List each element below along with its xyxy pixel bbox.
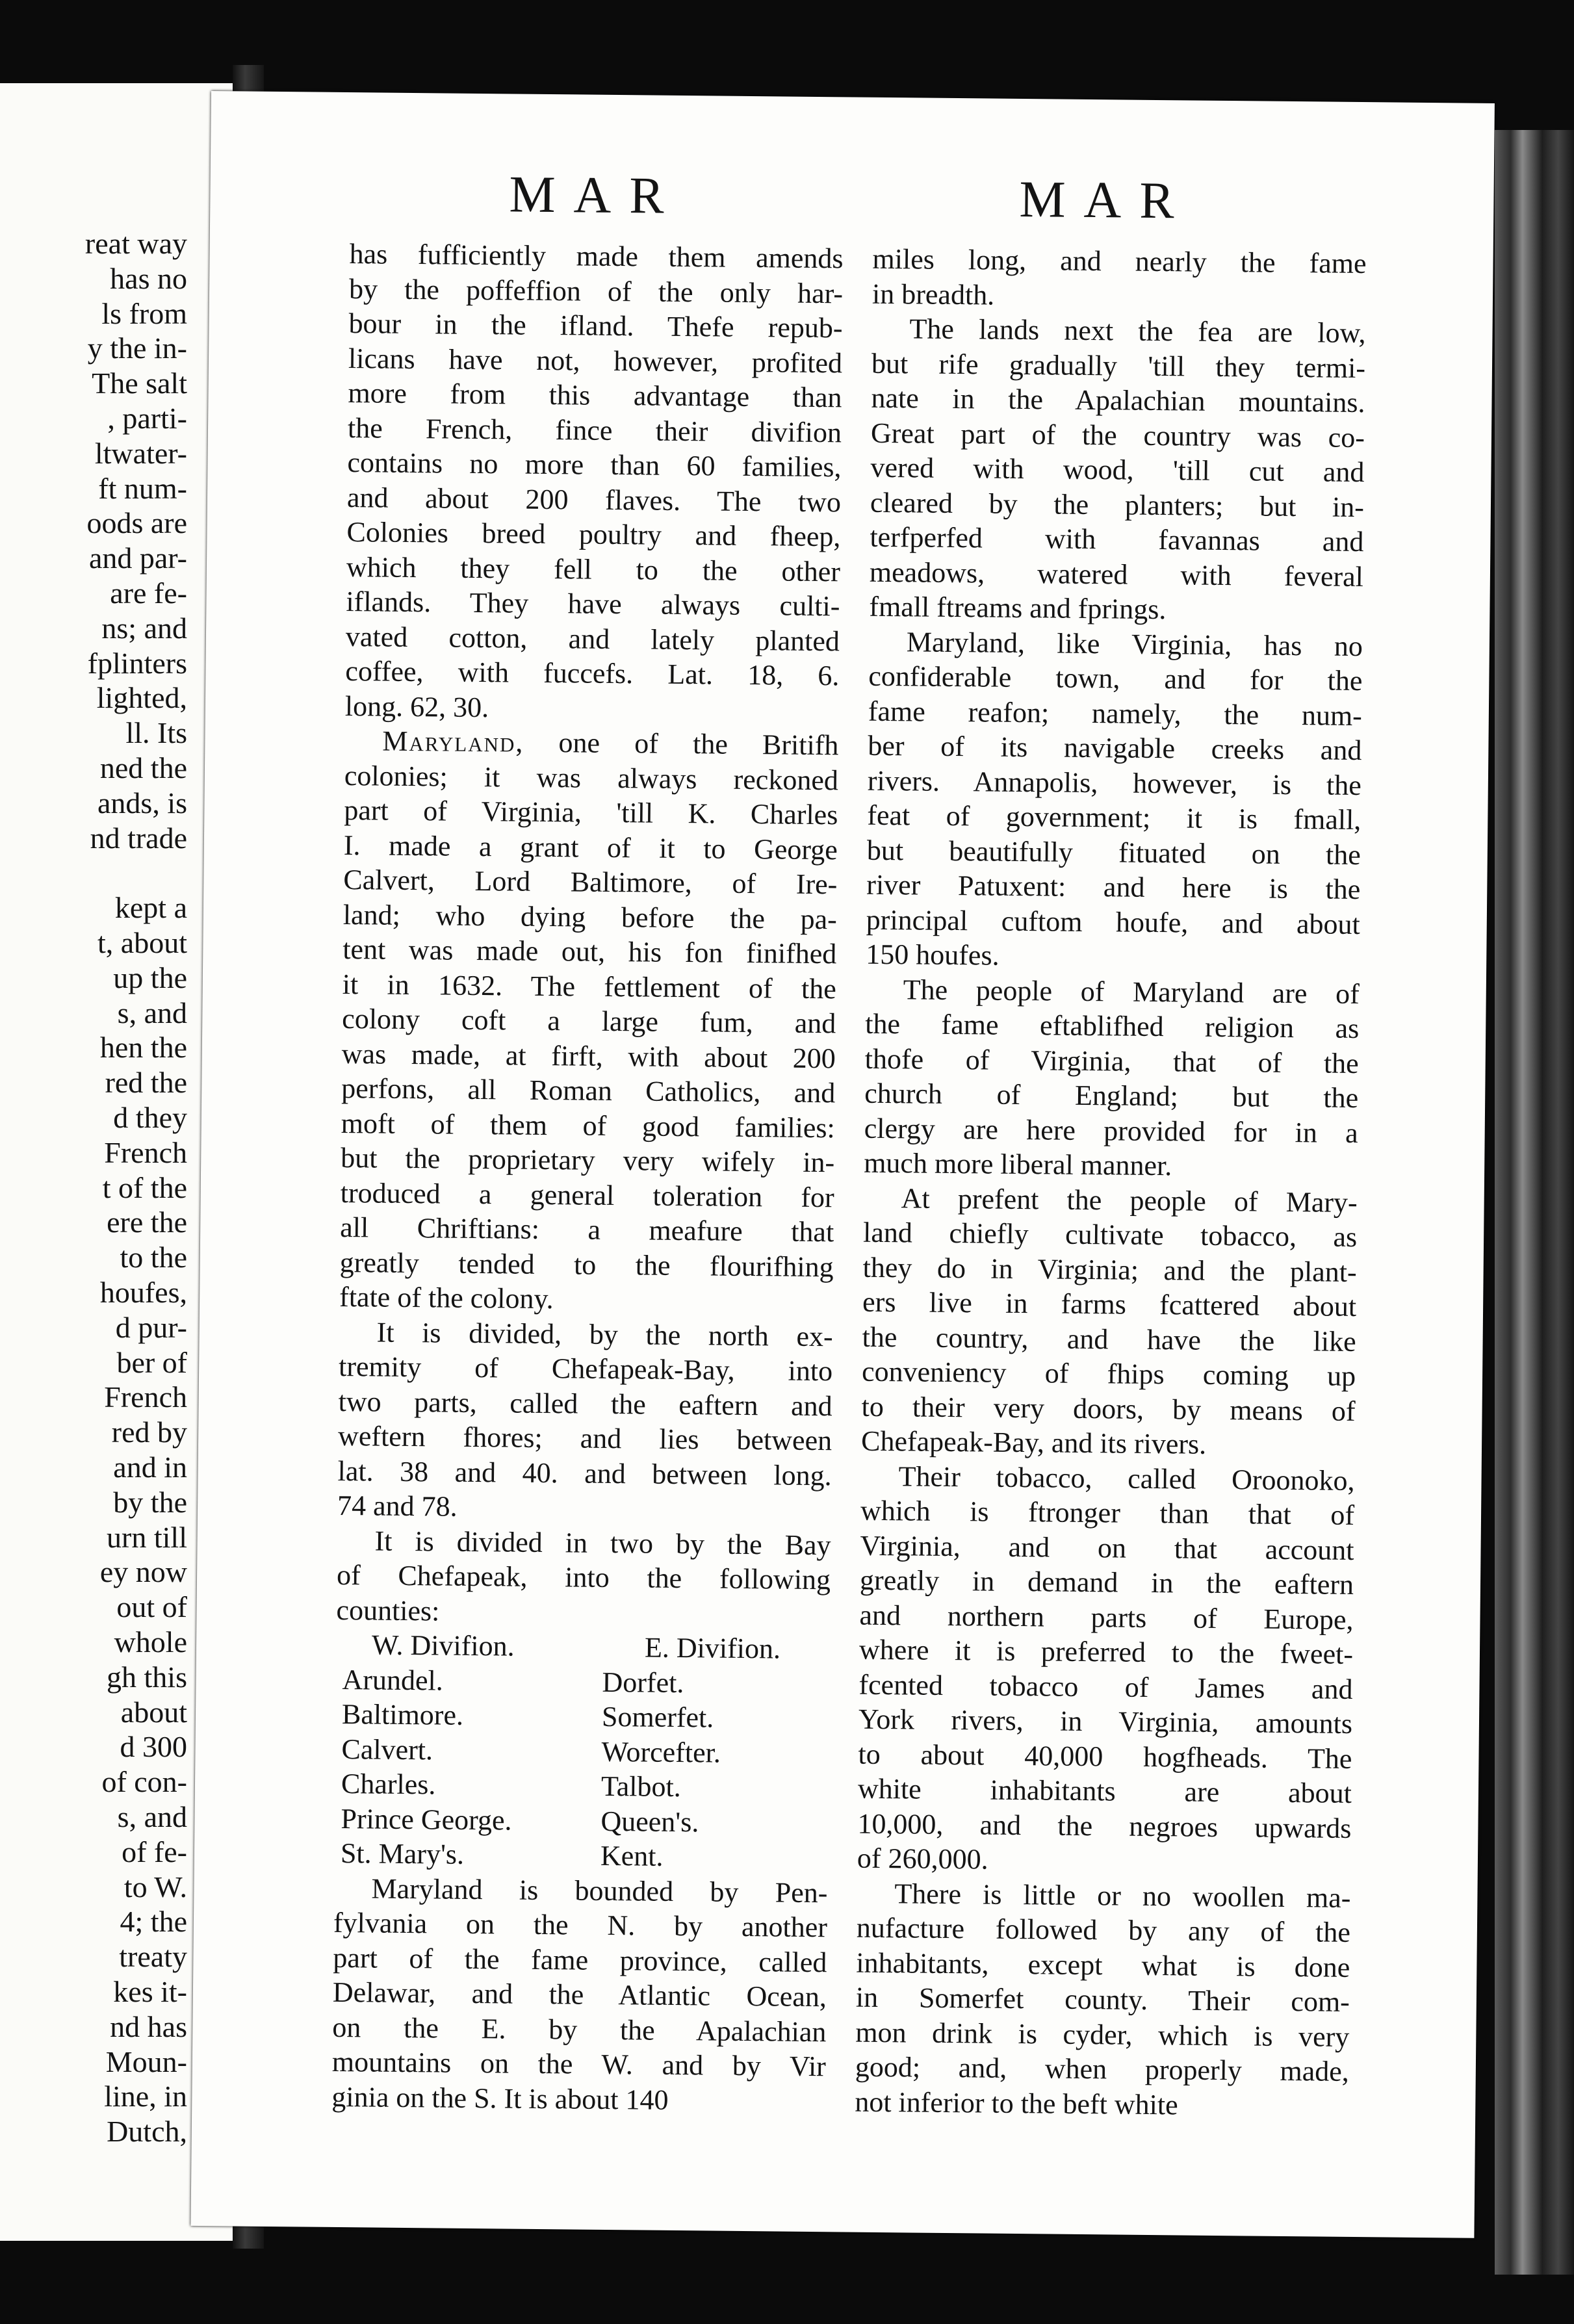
left-page-fragment: French [104,1135,187,1169]
county-row [335,1697,829,1737]
paragraph-antigua-continued [345,237,844,728]
left-page-fragment: ned the [99,751,187,784]
text-line: Maryland is bounded by Pen- [371,1872,828,1909]
text-line: terfperfed with favannas and [870,521,1364,558]
text-line: fylvania on the N. by another [333,1906,828,1944]
left-page-fragment: Dutch, [107,2115,187,2149]
text-line: tent was made out, his fon finifhed [342,933,837,970]
left-page-fragment: ltwater- [94,436,187,470]
text-line: in breadth. [871,278,995,311]
left-page-fragment: red the [105,1066,187,1100]
text-line: by the poffeffion of the only har- [348,272,844,309]
text-line: colonies; it was always reckoned [344,759,839,796]
text-line: tremity of Chefapeak-Bay, into [338,1350,833,1388]
text-line: the French, fince their divifion [347,411,842,448]
paragraph-dimensions [872,242,1367,316]
text-line: of 260,000. [857,1842,988,1876]
left-page-fragment: of con- [101,1765,187,1799]
text-line: Chefapeak-Bay, and its rivers. [860,1425,1207,1460]
left-page-fragment: treaty [119,1940,187,1974]
text-line: long. 62, 30. [344,690,489,723]
text-line: 74 and 78. [337,1489,458,1523]
page-edges [1495,130,1574,2275]
left-page-fragment: gh this [107,1660,187,1694]
left-page-fragment: lighted, [96,681,187,715]
text-line: inhabitants, except what is done [856,1946,1350,1983]
left-page-fragment: has no [110,261,187,295]
text-line: they do in Virginia; and the plant- [862,1251,1357,1288]
left-page-fragment: ns; and [101,611,187,645]
text-line: Their tobacco, called Oroonoko, [898,1460,1355,1497]
paragraph-oroonoko [857,1458,1355,1880]
text-line: miles long, and nearly the fame [872,242,1367,280]
text-line: contains no more than 60 families, [347,446,842,484]
text-line: 150 houfes. [866,938,1000,972]
left-page-fragment: The salt [92,367,187,400]
text-line: which they fell to the other [346,550,841,587]
right-page [190,91,1494,2238]
left-page-fragment: whole [114,1625,187,1659]
text-line: land chiefly cultivate tobacco, as [862,1216,1358,1254]
west-county: Calvert. [341,1733,433,1766]
text-line: Colonies breed poultry and fheep, [346,516,841,553]
left-page-fragment: to the [120,1241,187,1274]
text-line: on the E. by the Apalachian [332,2011,827,2048]
text-line: counties: [336,1594,440,1627]
text-line: greatly in demand in the eaftern [859,1564,1354,1601]
text-line: ginia on the S. It is about 140 [331,2080,669,2116]
west-county: Prince George. [341,1802,512,1837]
text-line: Maryland, like Virginia, has no [906,625,1363,662]
text-line: It is divided, by the north ex- [376,1316,833,1352]
left-page-fragment: out of [116,1590,187,1624]
left-page-fragment: fplinters [87,646,187,680]
east-county: Talbot. [600,1770,682,1803]
text-line: lat. 38 and 40. and between long. [337,1454,832,1491]
left-page-fragment: d they [113,1101,187,1134]
west-county: Arundel. [342,1663,443,1697]
paragraph-maryland-division [337,1314,833,1527]
text-line: licans have not, however, profited [348,342,843,379]
east-county: Queen's. [600,1805,699,1838]
text-line: church of England; but the [864,1077,1359,1115]
maryland-entry-first-text: one of the Britifh [524,726,839,762]
left-page-fragment: d pur- [115,1310,187,1344]
left-page-fragment: ls from [101,296,187,330]
left-page-fragment: ere the [107,1206,187,1239]
text-line: two parts, called the eaftern and [338,1385,832,1422]
text-line: It is divided in two by the Bay [374,1525,831,1561]
text-line: confiderable town, and for the [868,660,1363,697]
left-page-fragment: , parti- [107,402,187,435]
paragraph-maryland-bounds [331,1870,828,2119]
text-line: to about 40,000 hogfheads. The [858,1738,1352,1775]
text-line: more from this advantage than [348,377,842,414]
left-page-fragment: reat way [84,227,187,260]
text-line: vated cotton, and lately planted [345,620,840,657]
left-page-fragment: ands, is [97,786,187,820]
text-line: troduced a general toleration for [340,1176,834,1213]
left-page-fragment: oods are [86,506,187,540]
left-page-fragment: y the in- [87,331,187,365]
text-line: meadows, watered with feveral [869,556,1364,593]
left-page-fragment: and in [113,1451,187,1484]
text-line: but beautifully fituated on the [866,834,1361,871]
text-line: vered with wood, 'till cut and [870,451,1365,489]
west-county: St. Mary's. [340,1837,465,1870]
left-page-fragment: hen the [99,1031,187,1065]
counties-rows [334,1662,830,1875]
text-line: fame reafon; namely, the num- [868,695,1363,732]
text-line: which is ftronger than that of [860,1494,1355,1531]
east-county: Worcefter. [601,1735,721,1769]
text-line: fcented tobacco of James and [858,1668,1353,1705]
left-page-fragment: red by [111,1415,187,1449]
text-line: There is little or no woollen ma- [894,1877,1351,1914]
east-county: Kent. [600,1839,664,1872]
text-line: The lands next the fea are low, [909,313,1366,350]
text-line: it in 1632. The fettlement of the [342,968,837,1005]
left-page-fragment: ber of [116,1345,187,1379]
text-line: to their very doors, by means of [861,1390,1356,1427]
text-line: not inferior to the beft white [855,2085,1178,2121]
left-page-fragment: ft num- [98,471,187,505]
text-line: white inhabitants are about [857,1772,1352,1809]
running-head-left: MAR [509,166,683,225]
left-page-fragment: about [120,1695,187,1729]
text-column-left [331,237,844,2119]
text-line: cleared by the planters; but in- [870,486,1365,523]
left-page-fragment: line, in [104,2080,187,2113]
paragraph-lands [869,311,1366,629]
text-line: coffee, with fuccefs. Lat. 18, 6. [345,655,840,692]
left-page-fragment: French [104,1380,187,1414]
east-county: Dorfet. [602,1666,684,1699]
text-line: principal cuftom houfe, and about [866,903,1361,940]
text-line: Great part of the country was co- [870,417,1365,454]
left-page-fragment: urn till [107,1520,187,1554]
text-line: land; who dying before the pa- [342,898,838,935]
west-county: Charles. [341,1768,436,1801]
text-line: part of Virginia, 'till K. Charles [344,794,838,831]
text-line: clergy are here provided for in a [864,1112,1358,1149]
text-line: rivers. Annapolis, however, is the [867,764,1362,801]
text-line: fmall ftreams and fprings. [869,590,1167,626]
left-page-fragment: of fe- [122,1835,187,1868]
text-line: and about 200 flaves. The two [346,481,842,518]
text-line: I. made a grant of it to George [343,829,838,866]
text-line: The people of Maryland are of [903,973,1360,1010]
text-line: greatly tended to the flourifhing [339,1246,834,1283]
east-division-header: E. Divifion. [644,1631,781,1665]
left-page-fragment: kept a [114,891,187,925]
text-line: conveniency of fhips coming up [861,1355,1356,1392]
text-line: much more liberal manner. [863,1146,1172,1182]
text-line: iflands. They have always culti- [346,586,840,623]
left-page-fragment: nd trade [90,821,187,855]
left-page-fragment: d 300 [120,1730,187,1764]
text-line: bour in the ifland. Thefe repub- [348,307,843,344]
counties-header-row [336,1627,830,1667]
text-line: the country, and have the like [862,1321,1356,1358]
text-line: York rivers, in Virginia, amounts [858,1703,1353,1740]
text-line: of Chefapeak, into the following [336,1558,831,1596]
paragraph-maryland-history [339,758,838,1319]
text-line: 10,000, and the negroes upwards [857,1807,1352,1844]
county-row [335,1731,829,1771]
county-row [335,1766,829,1806]
left-page-fragment: houfes, [99,1276,187,1309]
left-page-fragment: t, about [97,926,187,959]
text-line: and northern parts of Europe, [859,1599,1354,1636]
text-line: moft of them of good families: [341,1107,835,1144]
left-page-fragment: to W. [123,1870,187,1904]
text-line: feat of government; it is fmall, [867,799,1361,836]
paragraph-counties-intro [336,1523,831,1632]
west-county: Baltimore. [341,1698,464,1731]
text-line: good; and, when properly made, [855,2050,1350,2087]
text-line: but the proprietary very wifely in- [341,1141,835,1179]
text-line: all Chriftians: a meafure that [339,1211,834,1248]
left-page-fragment: nd has [110,2009,187,2043]
text-line: Delawar, and the Atlantic Ocean, [332,1976,827,2013]
text-line: has fufficiently made them amends [349,238,844,275]
county-row [335,1662,829,1701]
left-page-fragment: s, and [117,1800,187,1833]
text-line: mountains on the W. and by Vir [331,2045,827,2083]
text-line: nufacture followed by any of the [856,1911,1351,1948]
left-page-fragment: Moun- [105,2045,187,2078]
text-line: in Somerfet county. Their com- [855,1981,1350,2018]
text-line: perfons, all Roman Catholics, and [341,1072,836,1109]
west-division-header: W. Divifion. [371,1629,515,1662]
text-line: Virginia, and on that account [860,1529,1354,1566]
paragraph-tobacco-cultivation [861,1180,1358,1463]
left-page-fragment: t of the [102,1170,187,1204]
text-line: thofe of Virginia, that of the [864,1042,1359,1079]
text-line: mon drink is cyder, which is very [855,2016,1350,2053]
maryland-entry-first-line [344,723,838,763]
text-line: ber of its navigable creeks and [868,729,1362,767]
text-line: colony coft a large fum, and [342,1002,836,1040]
paragraph-religion [864,972,1360,1185]
east-county: Somerfet. [601,1700,714,1734]
left-page-fragment: are fe- [110,576,187,610]
left-page-fragment: kes it- [113,1975,187,2008]
paragraph-manufacture [855,1876,1351,2124]
left-page-fragment: and par- [88,541,187,575]
text-line: ftate of the colony. [339,1280,554,1315]
left-page-fragment: ll. Its [125,716,187,750]
text-line: river Patuxent: and here is the [866,868,1361,906]
text-line: At prefent the people of Mary- [901,1181,1358,1219]
text-line: nate in the Apalachian mountains. [871,381,1365,419]
text-line: part of the fame province, called [333,1941,827,1978]
text-line: Calvert, Lord Baltimore, of Ire- [343,864,838,901]
left-page-fragment: by the [113,1485,187,1519]
left-page-fragment: up the [113,961,187,994]
maryland-entry-heading: Maryland, [382,725,524,758]
running-head-right: MAR [1019,170,1193,230]
text-line: ers live in farms fcattered about [862,1285,1357,1323]
paragraph-towns [866,624,1363,976]
left-page-fragment: ey now [99,1555,187,1589]
county-row [334,1801,828,1840]
county-row [334,1836,828,1876]
text-line: was made, at firft, with about 200 [341,1037,836,1074]
counties-table [334,1627,831,1876]
text-line: where it is preferred to the fweet- [858,1633,1354,1670]
left-page-fragment: s, and [117,996,187,1029]
text-line: weftern fhores; and lies between [337,1419,832,1457]
text-line: the fame eftablifhed religion as [865,1007,1360,1045]
text-line: but rife gradually 'till they termi- [871,347,1366,384]
left-page-fragment: 4; the [120,1905,187,1939]
text-column-right [855,242,1367,2124]
